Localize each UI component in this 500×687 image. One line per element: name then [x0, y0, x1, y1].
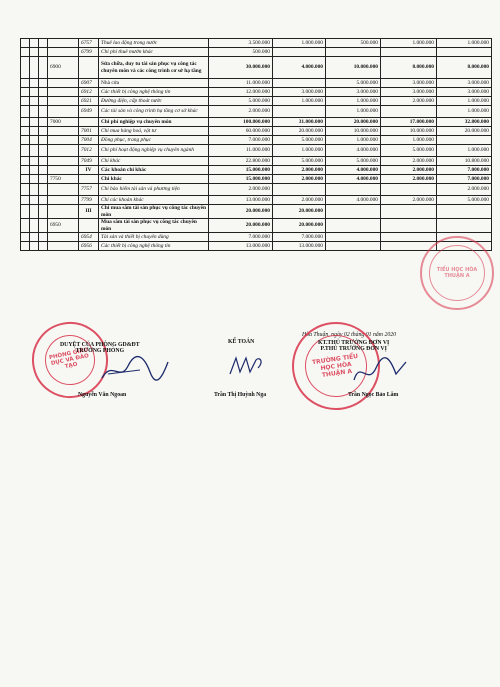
blank-col-c [39, 48, 48, 57]
account-code [48, 205, 79, 219]
amount-q2: 1.000.000 [326, 106, 381, 118]
amount-q4: 5.000.000 [437, 196, 492, 205]
sub-code: 6907 [79, 79, 99, 88]
blank-col-b [30, 136, 39, 145]
amount-q2: 20.000.000 [326, 118, 381, 127]
amount-total: 15.000.000 [209, 166, 273, 175]
blank-col-c [39, 79, 48, 88]
amount-q4: 7.000.000 [437, 166, 492, 175]
blank-col-a [21, 219, 30, 233]
amount-total: 2.000.000 [209, 184, 273, 196]
blank-col-c [39, 145, 48, 157]
blank-col-c [39, 166, 48, 175]
table-row [21, 136, 492, 145]
sub-code: 7757 [79, 184, 99, 196]
amount-q4: 3.000.000 [437, 79, 492, 88]
amount-q2: 500.000 [326, 39, 381, 48]
amount-q3: 2.000.000 [381, 175, 437, 184]
amount-q1: 2.000.000 [273, 166, 326, 175]
sub-code: 7001 [79, 127, 99, 136]
head-role: P.THỦ TRƯỞNG ĐƠN VỊ [320, 346, 387, 352]
blank-col-c [39, 157, 48, 166]
blank-col-c [39, 118, 48, 127]
approver-signature [100, 352, 170, 384]
account-code [48, 88, 79, 97]
amount-q3: 2.000.000 [381, 157, 437, 166]
blank-col-b [30, 233, 39, 242]
amount-q2: 5.000.000 [326, 79, 381, 88]
amount-q3: 8.000.000 [381, 57, 437, 79]
blank-col-b [30, 145, 39, 157]
sub-code: 6954 [79, 233, 99, 242]
blank-col-a [21, 242, 30, 251]
item-description: Tài sản và thiết bị chuyên dùng [99, 233, 209, 242]
amount-q2: 1.000.000 [326, 136, 381, 145]
amount-q3: 5.000.000 [381, 145, 437, 157]
amount-q1: 4.000.000 [273, 57, 326, 79]
item-description: Các thiết bị công nghệ thông tin [99, 88, 209, 97]
blank-col-a [21, 175, 30, 184]
blank-col-c [39, 242, 48, 251]
amount-q1 [273, 48, 326, 57]
table-stamp-text: TIỂU HỌC HÒA THUẬN A [436, 267, 478, 279]
amount-q2 [326, 233, 381, 242]
amount-q3: 3.000.000 [381, 88, 437, 97]
blank-col-a [21, 136, 30, 145]
item-description: Chi mua hàng hoá, vật tư [99, 127, 209, 136]
sub-code: 7049 [79, 157, 99, 166]
table-row [21, 88, 492, 97]
amount-q3 [381, 219, 437, 233]
sub-code: 6912 [79, 88, 99, 97]
table-row [21, 166, 492, 175]
education-office-stamp-text: PHÒNG GIÁO DỤC VÀ ĐÀO TẠO [48, 347, 90, 371]
account-code [48, 184, 79, 196]
accountant-name-text: Trần Thị Huỳnh Nga [214, 392, 267, 398]
blank-col-b [30, 97, 39, 106]
approver-name [78, 392, 126, 398]
amount-q4 [437, 48, 492, 57]
amount-q2: 5.000.000 [326, 157, 381, 166]
amount-q2: 10.000.000 [326, 57, 381, 79]
blank-col-a [21, 157, 30, 166]
blank-col-a [21, 145, 30, 157]
account-code: 7000 [48, 118, 79, 127]
group-numeral: III [79, 205, 99, 219]
amount-q1: 13.000.000 [273, 242, 326, 251]
table-row [21, 175, 492, 184]
blank-col-a [21, 196, 30, 205]
account-code [48, 145, 79, 157]
blank-col-a [21, 106, 30, 118]
account-code [48, 48, 79, 57]
blank-col-c [39, 97, 48, 106]
amount-q4 [437, 205, 492, 219]
item-description: Chi khác [99, 175, 209, 184]
table-row [21, 196, 492, 205]
amount-total: 3.500.000 [209, 39, 273, 48]
blank-col-b [30, 157, 39, 166]
amount-q4: 10.800.000 [437, 157, 492, 166]
item-description: Đường điện, cấp thoát nước [99, 97, 209, 106]
table-row [21, 219, 492, 233]
item-description: Chi bảo hiểm tài sản và phương tiện [99, 184, 209, 196]
amount-q3: 1.000.000 [381, 136, 437, 145]
head-name-text: Trần Ngọc Bảo Lâm [348, 392, 399, 398]
item-description: Chi phí nghiệp vụ chuyên môn [99, 118, 209, 127]
item-description: Chi các khoản khác [99, 196, 209, 205]
blank-col-a [21, 39, 30, 48]
head-block [318, 340, 389, 352]
amount-q4: 1.000.000 [437, 106, 492, 118]
blank-col-b [30, 106, 39, 118]
table-row [21, 233, 492, 242]
amount-total: 60.000.000 [209, 127, 273, 136]
table-row [21, 242, 492, 251]
amount-total: 5.000.000 [209, 97, 273, 106]
table-overlap-stamp [420, 236, 494, 310]
blank-col-a [21, 97, 30, 106]
budget-table [20, 38, 492, 251]
blank-col-a [21, 184, 30, 196]
amount-total: 7.000.000 [209, 233, 273, 242]
amount-q3: 2.000.000 [381, 97, 437, 106]
table-row [21, 145, 492, 157]
amount-q4: 20.000.000 [437, 127, 492, 136]
amount-q3 [381, 48, 437, 57]
amount-total: 22.800.000 [209, 157, 273, 166]
blank-col-c [39, 136, 48, 145]
amount-q3: 1.000.000 [381, 39, 437, 48]
amount-q4: 1.000.000 [437, 145, 492, 157]
blank-col-c [39, 219, 48, 233]
amount-q1: 5.000.000 [273, 136, 326, 145]
accountant-signature [226, 352, 266, 382]
amount-q3: 17.000.000 [381, 118, 437, 127]
amount-q3: 3.000.000 [381, 79, 437, 88]
amount-q3: 10.000.000 [381, 127, 437, 136]
amount-q2 [326, 219, 381, 233]
amount-q2: 4.000.000 [326, 166, 381, 175]
amount-q4 [437, 219, 492, 233]
blank-col-b [30, 205, 39, 219]
table-row [21, 79, 492, 88]
amount-total: 13.000.000 [209, 242, 273, 251]
blank-col-c [39, 39, 48, 48]
date-text: Hòa Thuận, ngày 02 tháng 01 năm 2020 [302, 332, 397, 338]
account-code [48, 136, 79, 145]
amount-q2 [326, 184, 381, 196]
amount-q2 [326, 242, 381, 251]
amount-q1: 1.000.000 [273, 145, 326, 157]
blank-col-a [21, 166, 30, 175]
blank-col-a [21, 57, 30, 79]
blank-col-c [39, 127, 48, 136]
blank-col-b [30, 39, 39, 48]
amount-q4: 2.000.000 [437, 184, 492, 196]
amount-total: 20.000.000 [209, 205, 273, 219]
head-signature [350, 356, 410, 388]
item-description: Sửa chữa, duy tu tài sản phục vụ công tác chuyên môn và các công trình cơ sở hạ tầng [99, 57, 209, 79]
item-description: Mua sắm tài sản phục vụ công tác chuyên môn [99, 219, 209, 233]
table-row [21, 157, 492, 166]
amount-q2: 10.000.000 [326, 127, 381, 136]
blank-col-b [30, 88, 39, 97]
sub-code [79, 175, 99, 184]
blank-col-b [30, 57, 39, 79]
item-description: Nhà cửa [99, 79, 209, 88]
approval-title: DUYỆT CỦA PHÒNG GD&ĐT [60, 342, 140, 348]
blank-col-b [30, 196, 39, 205]
amount-total: 2.000.000 [209, 106, 273, 118]
amount-total: 7.000.000 [209, 136, 273, 145]
amount-q2 [326, 205, 381, 219]
amount-total: 20.000.000 [209, 219, 273, 233]
blank-col-a [21, 88, 30, 97]
school-stamp-text: TRƯỜNG TIỂU HỌC HÒA THUẬN A [311, 352, 359, 379]
amount-q4: 1.000.000 [437, 97, 492, 106]
account-code: 6950 [48, 219, 79, 233]
blank-col-b [30, 242, 39, 251]
blank-col-c [39, 106, 48, 118]
amount-q4 [437, 136, 492, 145]
accountant-block [228, 339, 254, 345]
amount-total: 11.000.000 [209, 79, 273, 88]
item-description: Chi mua sắm tài sản phục vụ công tác chuyên môn [99, 205, 209, 219]
blank-col-c [39, 175, 48, 184]
blank-col-b [30, 118, 39, 127]
blank-col-b [30, 175, 39, 184]
amount-q1 [273, 184, 326, 196]
sub-code: 6799 [79, 48, 99, 57]
table-row [21, 39, 492, 48]
item-description: Các thiết bị công nghệ thông tin [99, 242, 209, 251]
amount-q1: 5.000.000 [273, 157, 326, 166]
amount-q2: 4.000.000 [326, 196, 381, 205]
amount-q4: 8.000.000 [437, 57, 492, 79]
blank-col-b [30, 219, 39, 233]
blank-col-a [21, 233, 30, 242]
account-code: 7750 [48, 175, 79, 184]
amount-q3: 2.000.000 [381, 196, 437, 205]
amount-total: 12.000.000 [209, 88, 273, 97]
amount-q1 [273, 106, 326, 118]
amount-q2: 4.000.000 [326, 145, 381, 157]
approver-name-text: Nguyễn Văn Ngoan [78, 392, 127, 398]
table-row [21, 205, 492, 219]
table-row [21, 48, 492, 57]
account-code [48, 233, 79, 242]
sub-code: 7012 [79, 145, 99, 157]
sub-code [79, 57, 99, 79]
blank-col-a [21, 48, 30, 57]
sub-code: 7004 [79, 136, 99, 145]
amount-q4: 32.800.000 [437, 118, 492, 127]
amount-total: 30.000.000 [209, 57, 273, 79]
amount-q3 [381, 205, 437, 219]
amount-q1: 7.000.000 [273, 233, 326, 242]
sub-code: 6757 [79, 39, 99, 48]
item-description: Chi khác [99, 157, 209, 166]
accountant-name [214, 392, 266, 398]
approval-role: TRƯỞNG PHÒNG [75, 348, 125, 354]
accountant-title: KẾ TOÁN [228, 339, 255, 345]
head-title: KT.THỦ TRƯỞNG ĐƠN VỊ [318, 340, 390, 346]
amount-q2: 3.000.000 [326, 88, 381, 97]
amount-q3: 2.000.000 [381, 166, 437, 175]
account-code [48, 242, 79, 251]
amount-q3 [381, 233, 437, 242]
blank-col-c [39, 196, 48, 205]
item-description: Chi phí thuê mướn khác [99, 48, 209, 57]
account-code [48, 127, 79, 136]
amount-q2 [326, 48, 381, 57]
amount-q1: 2.000.000 [273, 175, 326, 184]
blank-col-b [30, 184, 39, 196]
item-description: Các tài sản và công trình hạ tầng cơ sở khác [99, 106, 209, 118]
table-row [21, 127, 492, 136]
blank-col-a [21, 127, 30, 136]
item-description: Chi phí hoạt động nghiệp vụ chuyên ngành [99, 145, 209, 157]
amount-q4: 1.000.000 [437, 39, 492, 48]
group-numeral: IV [79, 166, 99, 175]
blank-col-a [21, 118, 30, 127]
table-row [21, 184, 492, 196]
blank-col-b [30, 166, 39, 175]
amount-q1: 20.000.000 [273, 219, 326, 233]
table-row [21, 118, 492, 127]
blank-col-b [30, 48, 39, 57]
amount-q1: 20.000.000 [273, 205, 326, 219]
blank-col-c [39, 205, 48, 219]
amount-total: 11.000.000 [209, 145, 273, 157]
table-row [21, 106, 492, 118]
blank-col-c [39, 57, 48, 79]
account-code [48, 39, 79, 48]
account-code [48, 166, 79, 175]
amount-q1: 1.000.000 [273, 97, 326, 106]
account-code [48, 79, 79, 88]
amount-q1: 20.000.000 [273, 127, 326, 136]
sub-code: 6921 [79, 97, 99, 106]
blank-col-c [39, 184, 48, 196]
sub-code [79, 118, 99, 127]
amount-total: 500.000 [209, 48, 273, 57]
item-description: Đồng phục, trang phục [99, 136, 209, 145]
amount-total: 100.800.000 [209, 118, 273, 127]
amount-q3 [381, 184, 437, 196]
amount-q1 [273, 79, 326, 88]
blank-col-c [39, 233, 48, 242]
blank-col-c [39, 88, 48, 97]
account-code [48, 157, 79, 166]
amount-q1: 31.000.000 [273, 118, 326, 127]
table-row [21, 57, 492, 79]
table-row [21, 97, 492, 106]
account-code: 6900 [48, 57, 79, 79]
blank-col-b [30, 127, 39, 136]
amount-q4: 7.000.000 [437, 175, 492, 184]
account-code [48, 97, 79, 106]
account-code [48, 106, 79, 118]
sub-code: 6956 [79, 242, 99, 251]
account-code [48, 196, 79, 205]
amount-q2: 1.000.000 [326, 97, 381, 106]
sub-code [79, 219, 99, 233]
amount-total: 15.000.000 [209, 175, 273, 184]
amount-q1: 1.000.000 [273, 39, 326, 48]
amount-q4: 3.000.000 [437, 88, 492, 97]
blank-col-b [30, 79, 39, 88]
amount-q3 [381, 106, 437, 118]
blank-col-a [21, 205, 30, 219]
head-name [348, 392, 398, 398]
sub-code: 7799 [79, 196, 99, 205]
sub-code: 6949 [79, 106, 99, 118]
amount-q1: 2.000.000 [273, 196, 326, 205]
item-description: Thuê lao động trong nước [99, 39, 209, 48]
amount-total: 13.000.000 [209, 196, 273, 205]
amount-q2: 4.000.000 [326, 175, 381, 184]
blank-col-a [21, 79, 30, 88]
item-description: Các khoản chi khác [99, 166, 209, 175]
amount-q1: 3.000.000 [273, 88, 326, 97]
